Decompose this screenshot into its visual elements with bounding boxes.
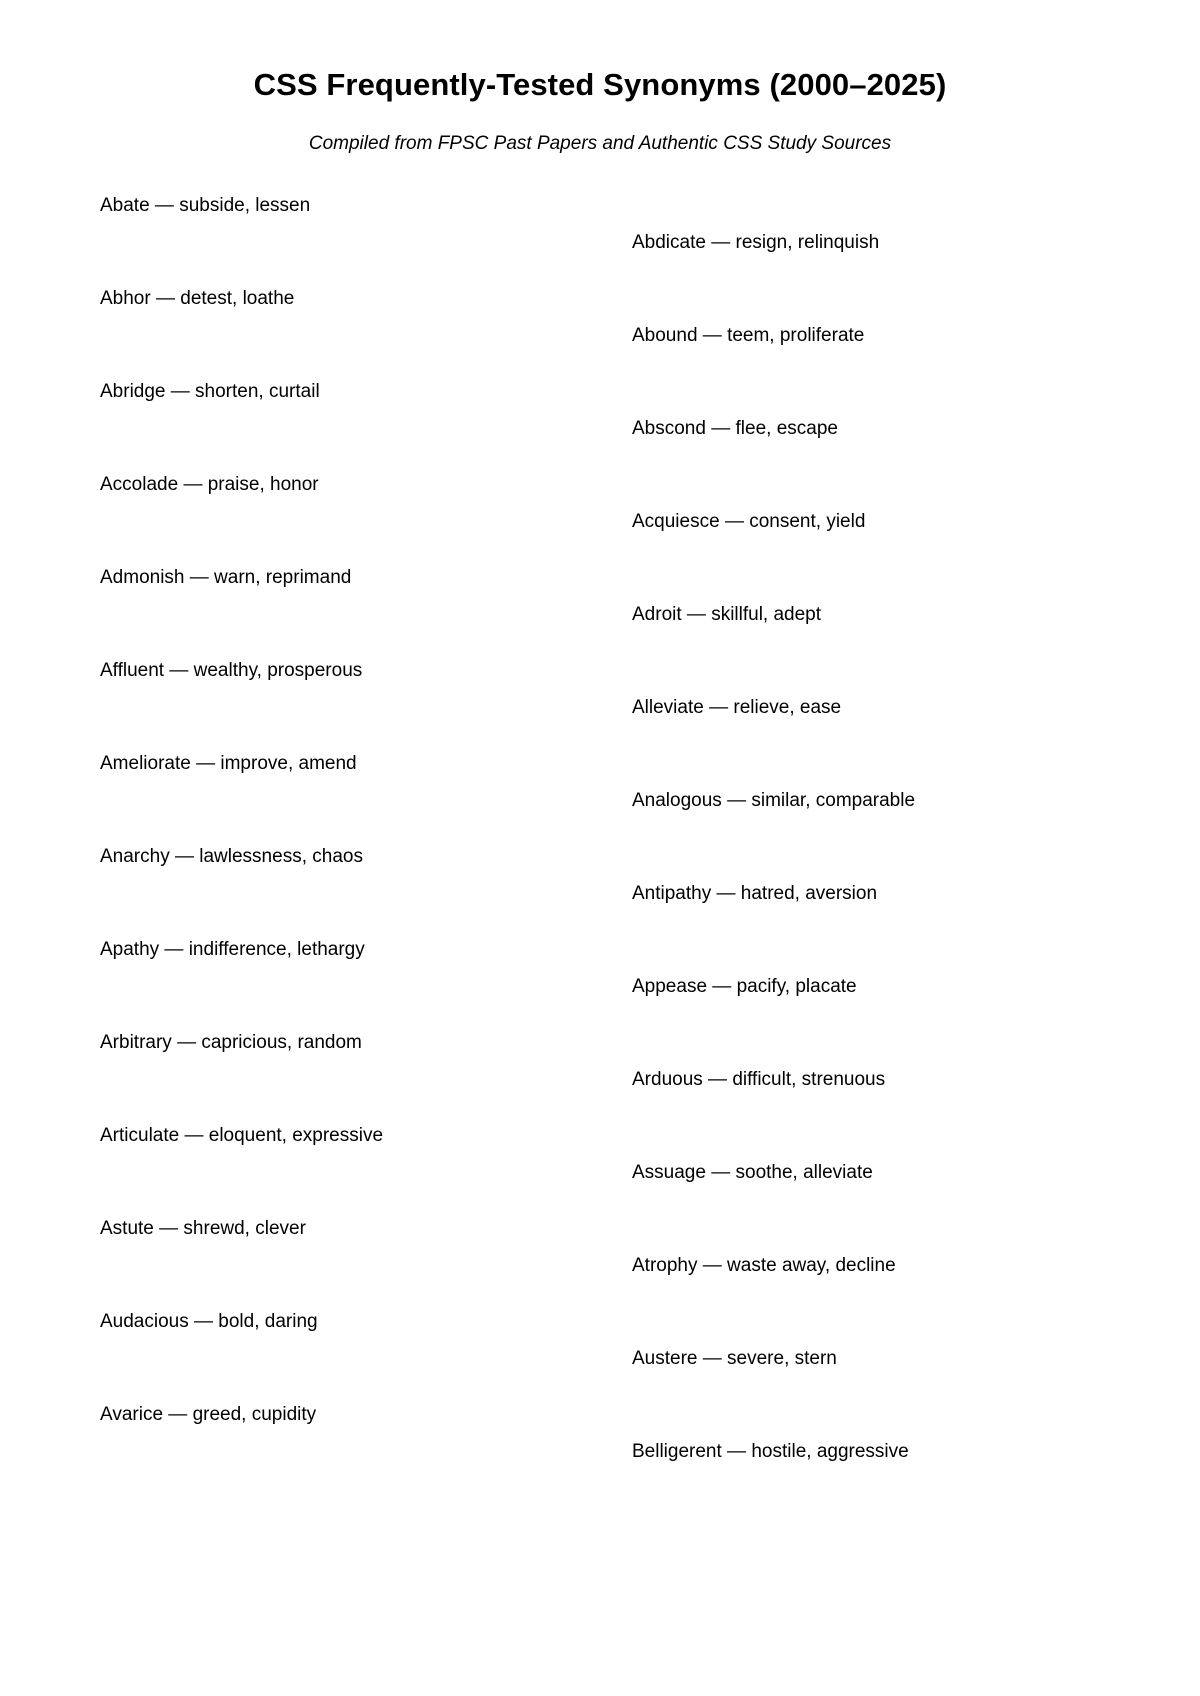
synonym-entry: Abhor — detest, loathe (100, 288, 295, 309)
synonym-entry: Accolade — praise, honor (100, 474, 319, 495)
synonym-entry: Adroit — skillful, adept (632, 604, 822, 625)
synonym-entry: Arbitrary — capricious, random (100, 1032, 362, 1053)
synonym-entry: Abound — teem, proliferate (632, 325, 865, 346)
synonym-entry: Avarice — greed, cupidity (100, 1404, 317, 1425)
synonym-entry: Anarchy — lawlessness, chaos (100, 846, 363, 867)
synonym-entry: Alleviate — relieve, ease (632, 697, 842, 718)
synonym-entry: Belligerent — hostile, aggressive (632, 1441, 909, 1462)
synonym-entry: Astute — shrewd, clever (100, 1218, 306, 1239)
synonym-entry: Abridge — shorten, curtail (100, 381, 320, 402)
synonym-entry: Assuage — soothe, alleviate (632, 1162, 873, 1183)
synonym-entry: Audacious — bold, daring (100, 1311, 318, 1332)
page-title: CSS Frequently-Tested Synonyms (2000–2025) (253, 67, 947, 102)
synonym-entry: Ameliorate — improve, amend (100, 753, 357, 774)
synonym-entry: Acquiesce — consent, yield (632, 511, 866, 532)
synonym-entry: Affluent — wealthy, prosperous (100, 660, 363, 681)
synonym-entry: Articulate — eloquent, expressive (100, 1125, 384, 1146)
synonym-entry: Antipathy — hatred, aversion (632, 883, 878, 904)
page-subtitle: Compiled from FPSC Past Papers and Authentic CSS Study Sources (308, 133, 892, 154)
synonym-entry: Abscond — flee, escape (632, 418, 838, 439)
synonym-entry: Analogous — similar, comparable (632, 790, 916, 811)
synonym-entry: Appease — pacify, placate (632, 976, 857, 997)
synonym-entry: Abate — subside, lessen (100, 195, 311, 216)
synonym-entry: Atrophy — waste away, decline (632, 1255, 896, 1276)
synonym-entry: Abdicate — resign, relinquish (632, 232, 880, 253)
synonym-entry: Arduous — difficult, strenuous (632, 1069, 886, 1090)
synonym-entry: Apathy — indifference, lethargy (100, 939, 365, 960)
synonym-entry: Admonish — warn, reprimand (100, 567, 352, 588)
synonym-entry: Austere — severe, stern (632, 1348, 837, 1369)
